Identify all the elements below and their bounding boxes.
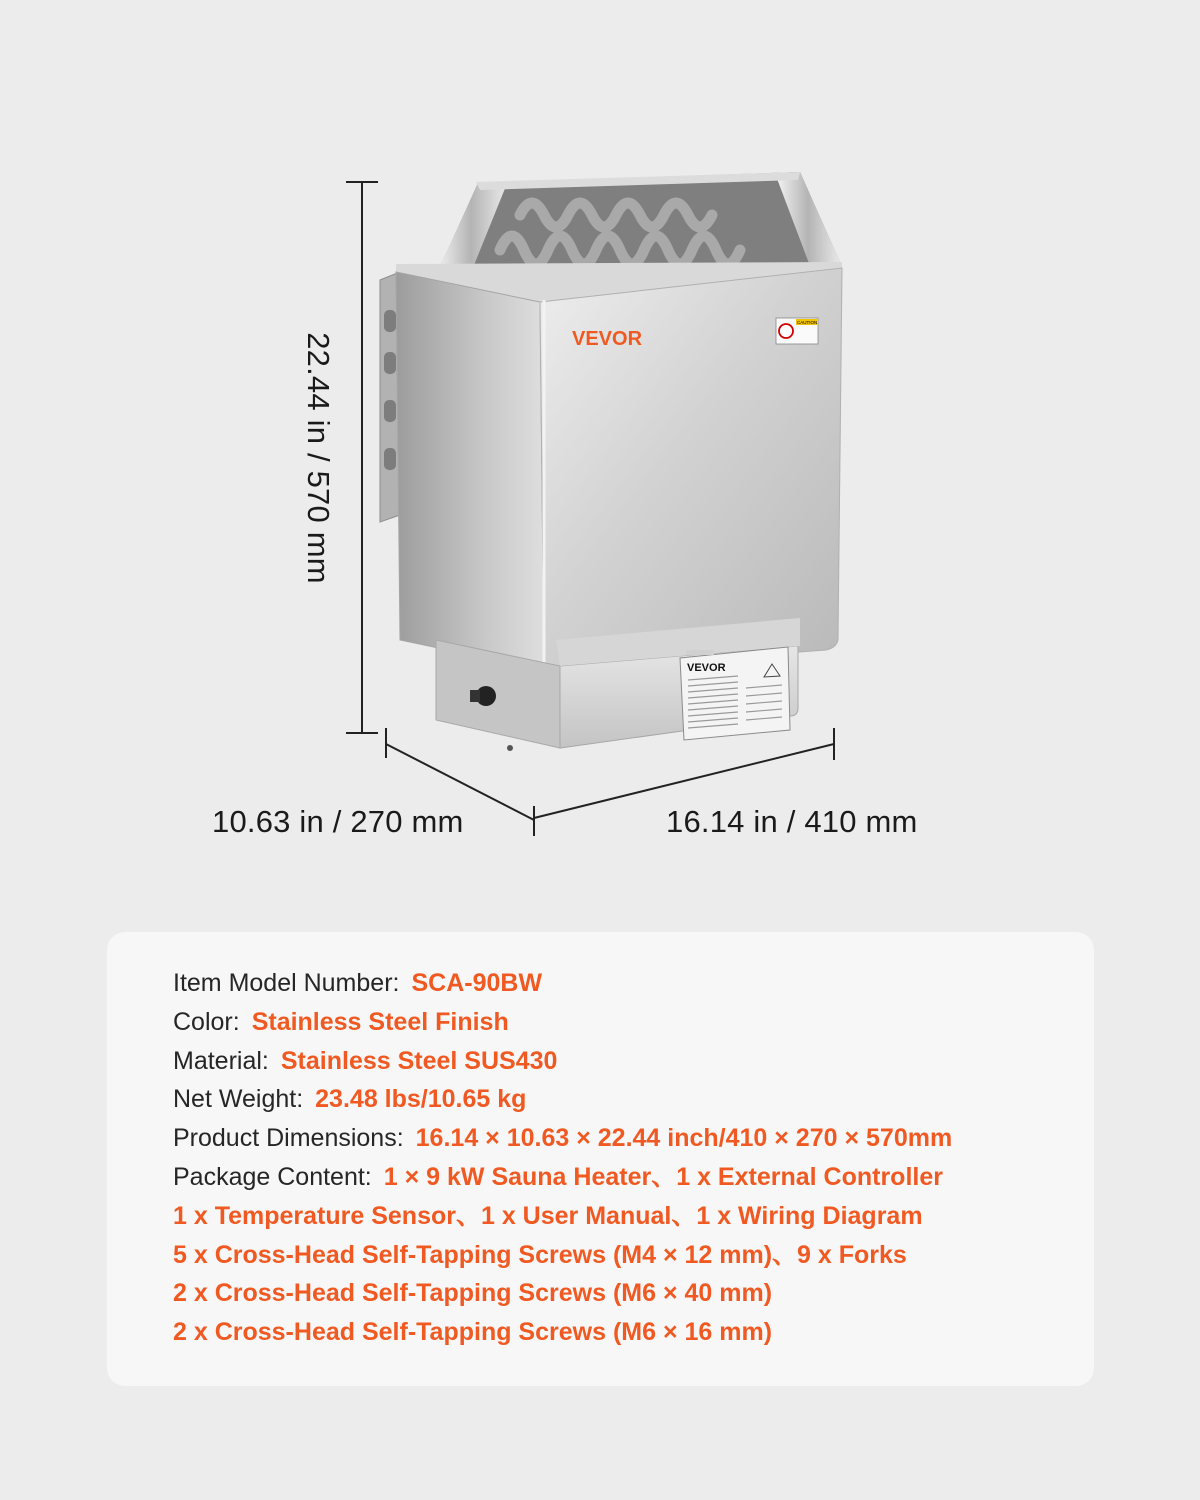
height-dimension-label: 22.44 in / 570 mm [301,332,336,584]
caution-sticker [776,318,818,344]
spec-value: 23.48 lbs/10.65 kg [315,1085,527,1114]
spec-label: Net Weight: [173,1085,304,1114]
package-line: 2 x Cross-Head Self-Tapping Screws (M6 × 40 mm) [173,1279,773,1308]
spec-label: Product Dimensions: [173,1124,404,1153]
spec-label: Package Content: [173,1162,372,1191]
spec-label: Item Model Number: [173,969,400,997]
spec-row-model [173,964,952,1003]
package-line-row [173,1313,952,1352]
spec-value: Stainless Steel Finish [251,1007,509,1036]
spec-row-material [173,1042,952,1081]
package-line: 1 × 9 kW Sauna Heater、1 x External Controller [383,1162,943,1191]
svg-text:CAUTION: CAUTION [797,320,818,325]
heater-body [396,262,842,670]
height-dimension-line [346,182,378,733]
spec-row-weight [173,1080,952,1119]
spec-row-dimensions [173,1119,952,1158]
depth-dimension-label: 10.63 in / 270 mm [212,804,464,839]
package-line-row [173,1197,952,1236]
package-line-row [173,1274,952,1313]
spec-card [107,932,1094,1386]
spec-label: Material: [173,1046,269,1075]
package-line-row [173,1236,952,1275]
spec-label: Color: [173,1007,240,1036]
spec-value: 16.14 × 10.63 × 22.44 inch/410 × 270 × 570mm [415,1124,953,1153]
spec-row-color [173,1003,952,1042]
spec-row-package [173,1158,952,1197]
width-dimension-label: 16.14 in / 410 mm [666,804,918,839]
heater-top-guard [436,172,840,276]
package-line: 1 x Temperature Sensor、1 x User Manual、1 x Wiring Diagram [173,1201,923,1230]
brand-logo: VEVOR [572,328,643,350]
spec-value: Stainless Steel SUS430 [280,1046,558,1075]
package-line: 2 x Cross-Head Self-Tapping Screws (M6 × 16 mm) [173,1318,773,1347]
svg-text:VEVOR: VEVOR [687,662,726,674]
spec-value: SCA-90BW [411,969,543,997]
package-line: 5 x Cross-Head Self-Tapping Screws (M4 × 12 mm)、9 x Forks [173,1240,907,1269]
spec-plate [680,647,790,740]
spec-list [173,964,952,1352]
